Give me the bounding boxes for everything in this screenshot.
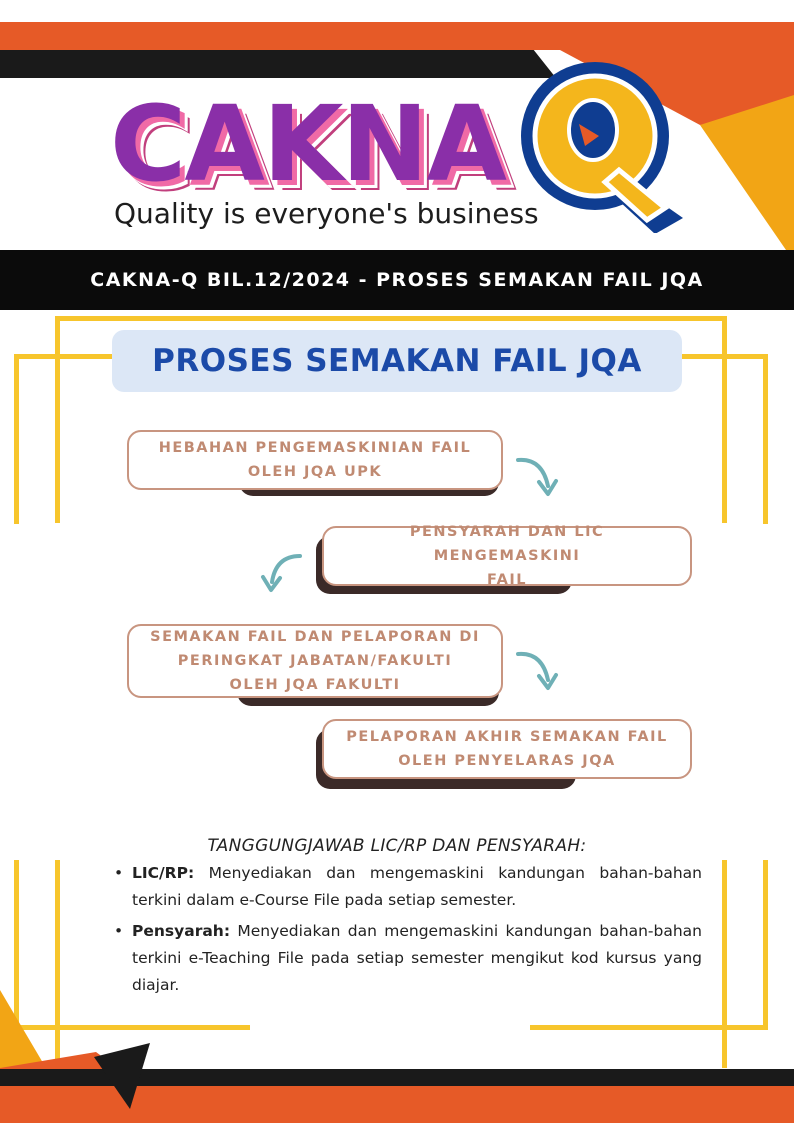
logo-tagline: Quality is everyone's business [114, 197, 539, 230]
item-text: Menyediakan dan mengemaskini kandungan bahan-bahan terkini e-Teaching File pada setiap semester mengikut kod kursus yang diajar. [132, 922, 702, 994]
step-2-line-1: PENSYARAH DAN LIC MENGEMASKINI [409, 524, 605, 564]
black-pointer-shape [94, 1043, 154, 1113]
responsibilities-heading: TANGGUNGJAWAB LIC/RP DAN PENSYARAH: [207, 836, 587, 856]
list-item [112, 918, 702, 999]
section-heading: PROSES SEMAKAN FAIL JQA [152, 343, 642, 379]
responsibilities-list [112, 860, 702, 1003]
step-4-line-1: PELAPORAN AKHIR SEMAKAN FAIL [346, 729, 668, 745]
step-1-line-2: OLEH JQA UPK [247, 464, 383, 480]
bullet-dot: • [114, 864, 124, 882]
list-item [112, 860, 702, 914]
amber-corner-shape [0, 990, 46, 1068]
step-1-line-1: HEBAHAN PENGEMASKINIAN FAIL [158, 440, 472, 456]
title-bar [0, 250, 794, 310]
logo-wordmark: CAKNA [110, 83, 505, 205]
item-label: Pensyarah: [132, 922, 231, 940]
curved-arrow-icon [258, 548, 308, 598]
item-text: Menyediakan dan mengemaskini kandungan bahan-bahan terkini dalam e-Course File pada setiap semester. [132, 864, 702, 909]
step-2-line-2: FAIL [486, 572, 528, 588]
curved-arrow-icon [512, 646, 562, 696]
step-4-line-2: OLEH PENYELARAS JQA [398, 753, 616, 769]
step-3-line-3: OLEH JQA FAKULTI [229, 677, 401, 693]
item-label: LIC/RP: [132, 864, 195, 882]
title-bar-text: CAKNA-Q BIL.12/2024 - PROSES SEMAKAN FAIL JQA [90, 269, 704, 291]
bullet-dot: • [114, 922, 124, 940]
q-badge-icon [515, 58, 690, 233]
step-3-line-1: SEMAKAN FAIL DAN PELAPORAN DI [150, 629, 480, 645]
curved-arrow-icon [512, 452, 562, 502]
section-heading-box [112, 330, 682, 392]
step-3-line-2: PERINGKAT JABATAN/FAKULTI [177, 653, 453, 669]
